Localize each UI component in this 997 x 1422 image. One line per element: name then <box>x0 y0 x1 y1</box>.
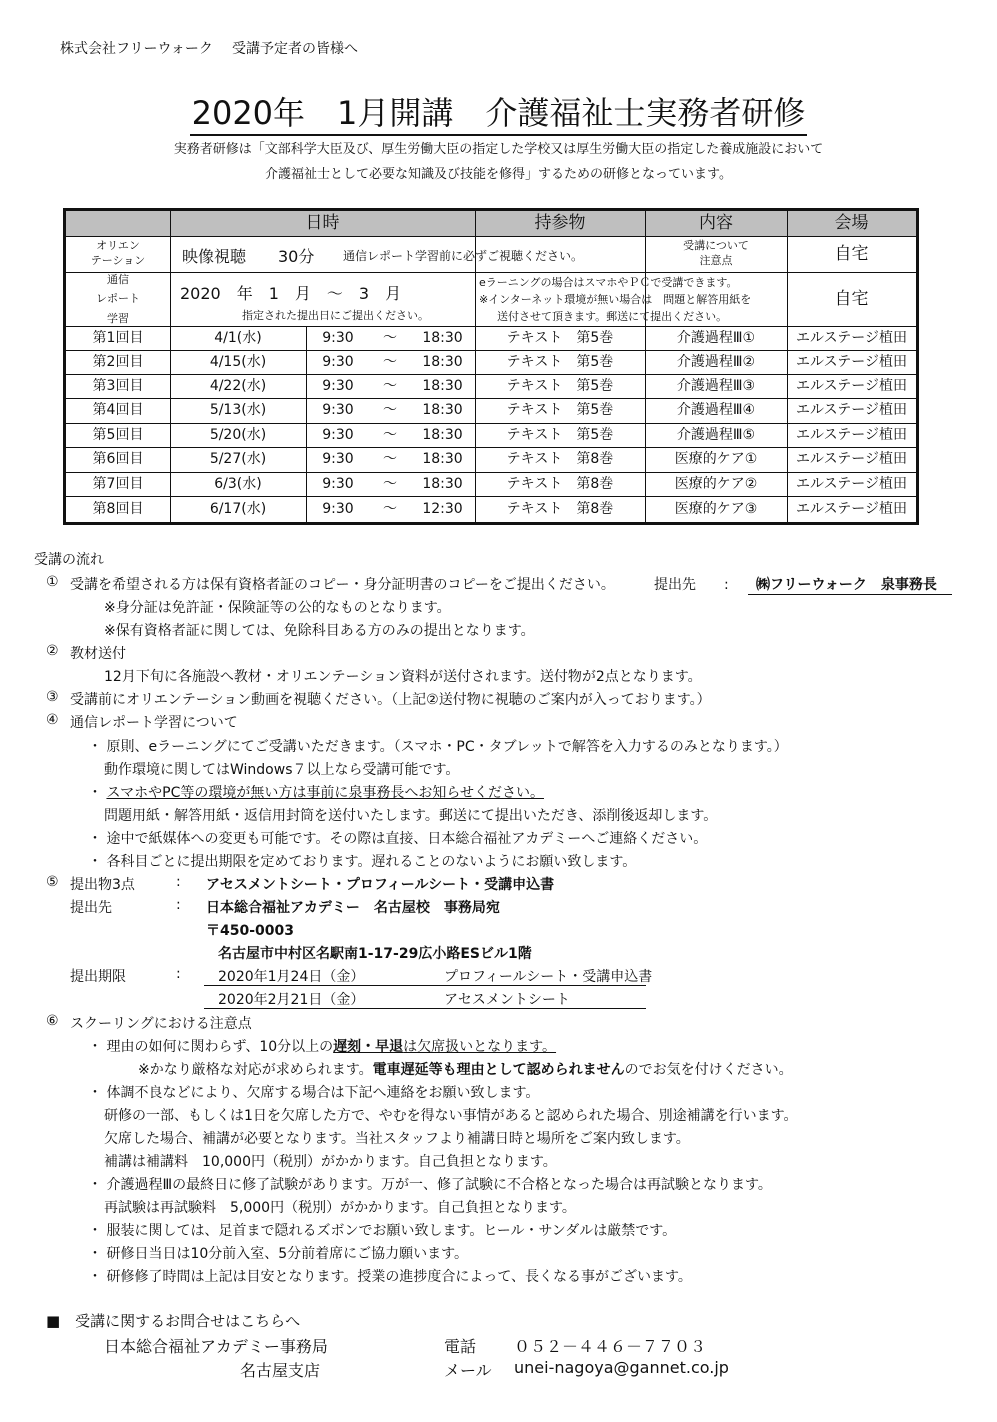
contact-tel-label: 電話 <box>444 1337 477 1356</box>
session-end: 18:30 <box>422 402 463 419</box>
step-1-note-1: ※身分証は免許証・保険証等の公的なものとなります。 <box>104 600 451 616</box>
session-content: 介護過程Ⅲ② <box>676 353 756 370</box>
session-start: 9:30 <box>322 500 354 517</box>
session-sep: ～ <box>383 500 397 517</box>
contact-org: 日本総合福祉アカデミー事務局 <box>104 1337 328 1356</box>
step-4-bullet-1-sub: 動作環境に関してはWindows７以上なら受講可能です。 <box>104 762 460 778</box>
step-6-bullet-2-line-4: 補講は補講料 10,000円（税別）がかかります。自己負担となります。 <box>104 1154 557 1170</box>
session-start: 9:30 <box>322 451 354 468</box>
session-date: 4/1(水) <box>214 329 262 346</box>
session-start: 9:30 <box>322 353 354 370</box>
step-1-number: ① <box>46 574 59 590</box>
report-period: 2020 年 1 月 ～ 3 月 <box>180 284 402 303</box>
session-content: 医療的ケア② <box>674 475 758 492</box>
step-2-text: 12月下旬に各施設へ教材・オリエンテーション資料が送付されます。送付物が2点となります。 <box>104 669 702 685</box>
session-bring: テキスト 第5巻 <box>506 353 614 370</box>
header-datetime: 日時 <box>170 211 475 236</box>
session-bring: テキスト 第5巻 <box>506 329 614 346</box>
step-4-number: ④ <box>46 712 59 728</box>
page-title: 2020年 1月開講 介護福祉士実務者研修 <box>0 88 997 134</box>
step-5-postal: 〒450-0003 <box>206 923 294 939</box>
session-venue: エルステージ植田 <box>795 353 908 370</box>
session-label: 第1回目 <box>92 329 144 346</box>
step-6-bullet-5: ・ 研修日当日は10分前入室、5分前着席にご協力願います。 <box>88 1246 469 1262</box>
session-sep: ～ <box>383 426 397 443</box>
session-end: 18:30 <box>422 451 463 468</box>
report-venue: 自宅 <box>834 288 869 309</box>
session-venue: エルステージ植田 <box>795 500 908 517</box>
session-end: 18:30 <box>422 329 463 346</box>
session-date: 4/22(水) <box>209 377 267 394</box>
session-venue: エルステージ植田 <box>795 451 908 468</box>
session-content: 介護過程Ⅲ⑤ <box>676 426 756 443</box>
session-label: 第6回目 <box>92 451 144 468</box>
contact-mail-label: メール <box>444 1361 492 1380</box>
report-bring: eラーニングの場合はスマホやＰＣで受講できます。 ※インターネット環境が無い場合は 問題と解答用紙を 送付させて頂きます。郵送にて提出ください。 <box>479 276 752 323</box>
session-content: 医療的ケア③ <box>674 500 758 517</box>
step-6-bullet-3-line-2: 再試験は再試験料 5,000円（税別）がかかります。自己負担となります。 <box>104 1200 576 1216</box>
session-bring: テキスト 第5巻 <box>506 377 614 394</box>
header-blank-cell <box>66 211 170 236</box>
greeting: 受講予定者の皆様へ <box>232 41 358 57</box>
step-5-dest-name: 日本総合福祉アカデミー 名古屋校 事務局宛 <box>206 900 500 916</box>
session-start: 9:30 <box>322 329 354 346</box>
session-content: 介護過程Ⅲ③ <box>676 377 756 394</box>
step-5-dest-label: 提出先 <box>70 900 112 916</box>
subtitle-line-2: 介護福祉士として必要な知識及び技能を修得」するための研修となっています。 <box>265 167 732 182</box>
step-3-text: 受講前にオリエンテーション動画を視聴ください。（上記②送付物に視聴のご案内が入っております。） <box>70 692 711 708</box>
step-6-title: スクーリングにおける注意点 <box>70 1016 252 1032</box>
step-4-bullet-2-sub: 問題用紙・解答用紙・返信用封筒を送付いたします。郵送にて提出いただき、添削後返却します。 <box>104 808 718 824</box>
contact-tel: ０５２－４４６－７７０３ <box>514 1337 707 1356</box>
session-end: 18:30 <box>422 426 463 443</box>
session-content: 介護過程Ⅲ① <box>676 329 756 346</box>
orientation-content: 受講について 注意点 <box>683 239 749 267</box>
header-bring: 持参物 <box>475 211 645 236</box>
session-end: 18:30 <box>422 475 463 492</box>
step-1-note-2: ※保有資格者証に関しては、免除科目ある方のみの提出となります。 <box>104 623 535 639</box>
session-sep: ～ <box>383 353 397 370</box>
session-start: 9:30 <box>322 475 354 492</box>
step-1-text: 受講を希望される方は保有資格者証のコピー・身分証明書のコピーをご提出ください。 <box>70 577 615 593</box>
session-content: 医療的ケア① <box>674 451 758 468</box>
orientation-note: 通信レポート学習前に必ずご視聴ください。 <box>343 249 584 263</box>
session-date: 4/15(水) <box>209 353 267 370</box>
session-label: 第4回目 <box>92 402 144 419</box>
session-bring: テキスト 第8巻 <box>506 475 614 492</box>
step-4-bullet-3: ・ 途中で紙媒体への変更も可能です。その際は直接、日本総合福祉アカデミーへご連絡ください。 <box>88 831 708 847</box>
header-content: 内容 <box>645 211 787 236</box>
session-start: 9:30 <box>322 402 354 419</box>
session-label: 第8回目 <box>92 500 144 517</box>
step-5-number: ⑤ <box>46 874 59 890</box>
step-4-title: 通信レポート学習について <box>70 715 238 731</box>
session-date: 5/27(水) <box>209 451 267 468</box>
session-venue: エルステージ植田 <box>795 475 908 492</box>
step-6-bullet-4: ・ 服装に関しては、足首まで隠れるズボンでお願い致します。ヒール・サンダルは厳禁です。 <box>88 1223 677 1239</box>
session-bring: テキスト 第8巻 <box>506 500 614 517</box>
step-2-title: 教材送付 <box>70 646 126 662</box>
step-4-bullet-1: ・ 原則、eラーニングにてご受講いただきます。（スマホ・PC・タブレットで解答を入力するのみとなります。） <box>88 739 788 755</box>
deadline-1-date: 2020年1月24日（金） <box>218 969 365 985</box>
contact-mail[interactable]: unei-nagoya@gannet.co.jp <box>514 1358 729 1377</box>
session-date: 5/13(水) <box>209 402 267 419</box>
session-label: 第3回目 <box>92 377 144 394</box>
session-bring: テキスト 第8巻 <box>506 451 614 468</box>
step-6-bullet-1: ・ 理由の如何に関わらず、10分以上の遅刻・早退は欠席扱いとなります。 <box>88 1039 557 1055</box>
orientation-label: オリエン テーション <box>90 239 146 267</box>
step-5-deadline-label: 提出期限 <box>70 969 126 985</box>
orientation-venue: 自宅 <box>834 243 869 264</box>
session-end: 18:30 <box>422 377 463 394</box>
session-date: 6/3(水) <box>214 475 262 492</box>
step-1-dest-label: 提出先 : <box>654 577 729 593</box>
deadline-2-date: 2020年2月21日（金） <box>218 992 365 1008</box>
step-6-bullet-3: ・ 介護過程Ⅲの最終日に修了試験があります。万が一、修了試験に不合格となった場合は再試験となります。 <box>88 1177 772 1193</box>
session-end: 18:30 <box>422 353 463 370</box>
header-venue: 会場 <box>787 211 916 236</box>
step-2-number: ② <box>46 643 59 659</box>
flow-heading: 受講の流れ <box>34 552 104 568</box>
deadline-1-item: プロフィールシート・受講申込書 <box>444 969 653 985</box>
session-label: 第7回目 <box>92 475 144 492</box>
deadline-2-item: アセスメントシート <box>444 992 570 1008</box>
step-4-bullet-2: ・ スマホやPC等の環境が無い方は事前に泉事務長へお知らせください。 <box>88 785 544 801</box>
step-1-dest-value: ㈱フリーウォーク 泉事務長 <box>756 577 937 593</box>
company-name: 株式会社フリーウォーク <box>60 41 213 57</box>
schedule-table <box>63 208 919 525</box>
step-6-bullet-2-line-2: 研修の一部、もしくは1日を欠席した方で、やむを得ない事情があると認められた場合、別途補講を行います。 <box>104 1108 798 1124</box>
report-note: 指定された提出日にご提出ください。 <box>242 309 429 322</box>
session-start: 9:30 <box>322 377 354 394</box>
session-venue: エルステージ植田 <box>795 426 908 443</box>
session-sep: ～ <box>383 475 397 492</box>
session-venue: エルステージ植田 <box>795 329 908 346</box>
session-sep: ～ <box>383 451 397 468</box>
session-end: 12:30 <box>422 500 463 517</box>
session-venue: エルステージ植田 <box>795 402 908 419</box>
step-6-bullet-2-line-3: 欠席した場合、補講が必要となります。当社スタッフより補講日時と場所をご案内致します。 <box>104 1131 690 1147</box>
session-sep: ～ <box>383 329 397 346</box>
session-bring: テキスト 第5巻 <box>506 402 614 419</box>
session-content: 介護過程Ⅲ④ <box>676 402 756 419</box>
session-sep: ～ <box>383 402 397 419</box>
session-venue: エルステージ植田 <box>795 377 908 394</box>
session-bring: テキスト 第5巻 <box>506 426 614 443</box>
step-6-bullet-2: ・ 体調不良などにより、欠席する場合は下記へ連絡をお願い致します。 <box>88 1085 540 1101</box>
contact-branch: 名古屋支店 <box>240 1361 321 1380</box>
step-5-colon-3: : <box>176 966 181 982</box>
step-4-bullet-4: ・ 各科目ごとに提出期限を定めております。遅れることのないようにお願い致します。 <box>88 854 637 870</box>
step-6-bullet-6: ・ 研修修了時間は上記は目安となります。授業の進捗度合によって、長くなる事がございます。 <box>88 1269 692 1285</box>
step-6-bullet-1-note: ※かなり厳格な対応が求められます。電車遅延等も理由として認められませんのでお気を付けください。 <box>138 1062 793 1078</box>
subtitle-line-1: 実務者研修は「文部科学大臣及び、厚生労働大臣の指定した学校又は厚生労働大臣の指定した養成施設において <box>173 142 824 157</box>
session-date: 5/20(水) <box>209 426 267 443</box>
report-label: 通信 レポート 学習 <box>96 273 140 325</box>
step-5-colon-2: : <box>176 897 181 913</box>
step-5-address: 名古屋市中村区名駅南1-17-29広小路ESビル1階 <box>218 946 532 962</box>
step-3-number: ③ <box>46 689 59 705</box>
contact-heading: ■ 受講に関するお問合せはこちらへ <box>46 1312 301 1330</box>
session-start: 9:30 <box>322 426 354 443</box>
step-5-title: 提出物3点 <box>70 877 135 893</box>
step-5-colon-1: : <box>176 874 181 890</box>
session-label: 第2回目 <box>92 353 144 370</box>
session-date: 6/17(水) <box>209 500 267 517</box>
session-label: 第5回目 <box>92 426 144 443</box>
step-5-items: アセスメントシート・プロフィールシート・受講申込書 <box>206 877 555 893</box>
step-6-number: ⑥ <box>46 1013 59 1029</box>
orientation-main: 映像視聴 30分 <box>182 247 315 266</box>
session-sep: ～ <box>383 377 397 394</box>
